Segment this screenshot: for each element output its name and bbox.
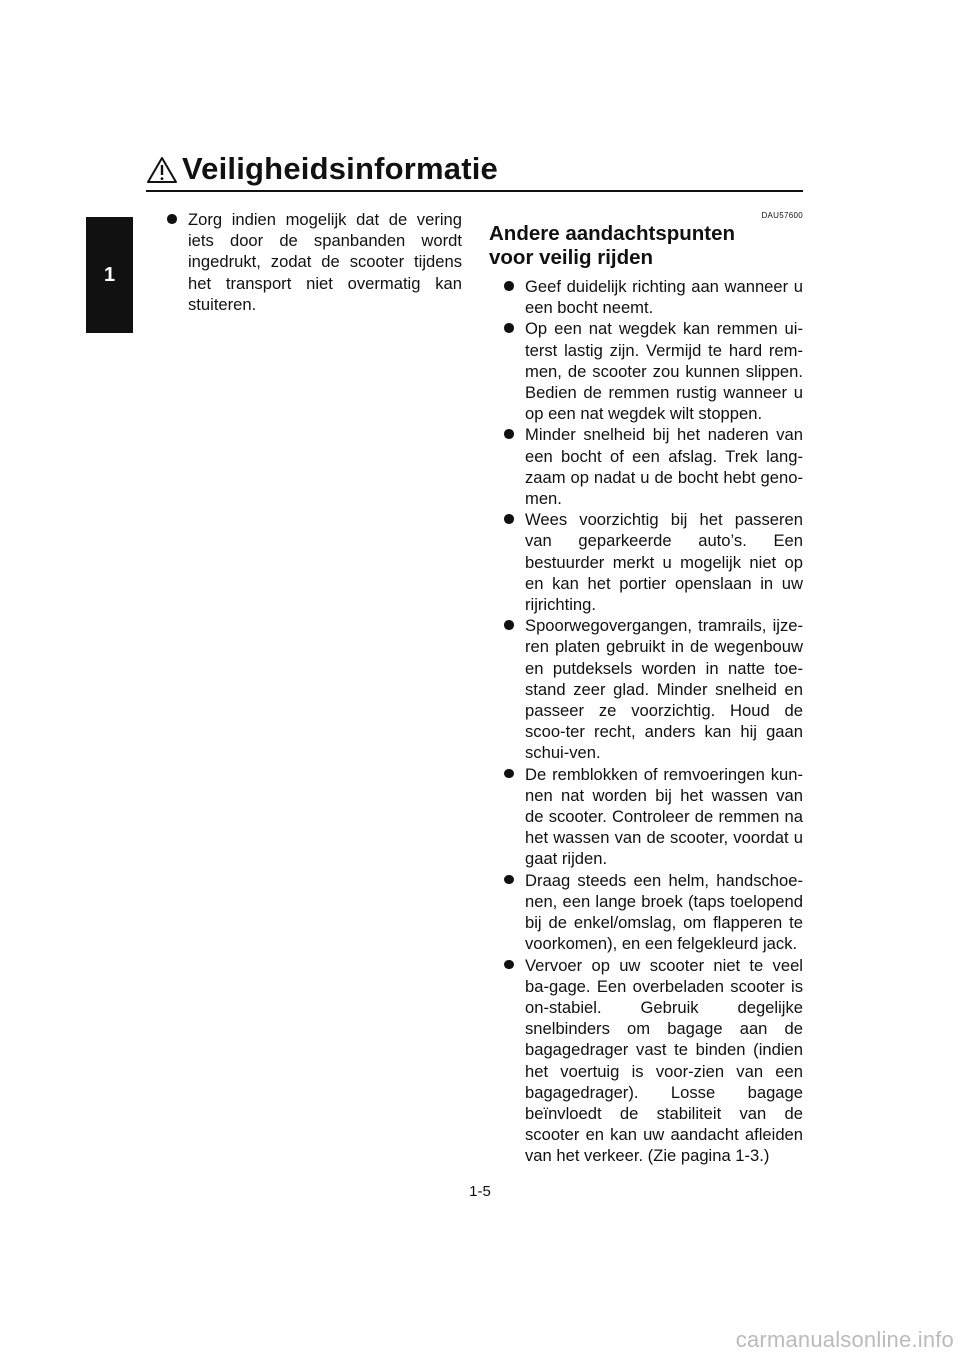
chapter-tab — [86, 217, 133, 333]
list-item: Zorg indien mogelijk dat de vering iets door de spanbanden wordt ingedrukt, zodat de scooter tijdens het transport niet overmatig kan stuiteren. — [152, 209, 462, 315]
chapter-number: 1 — [103, 263, 116, 286]
page-title: Veiligheidsinformatie — [182, 151, 499, 186]
left-column — [152, 209, 462, 315]
page-number: 1-5 — [469, 1183, 491, 1200]
right-column — [489, 211, 803, 1167]
list-item: Op een nat wegdek kan remmen ui-terst lastig zijn. Vermijd te hard rem-men, de scooter zou kunnen slippen. Bedien de remmen rustig wanneer u op een nat wegdek wilt stoppen. — [489, 318, 803, 424]
list-item: Spoorwegovergangen, tramrails, ijze-ren platen gebruikt in de wegenbouw en putdeksels worden in natte toe-stand zeer glad. Minder snelheid en passeer ze voorzichtig. Houd de scoo-ter recht, anders kan hij gaan schui-ven. — [489, 615, 803, 763]
page-header — [146, 150, 803, 192]
list-item: Wees voorzichtig bij het passeren van geparkeerde auto’s. Een bestuurder merkt u mogelijk niet op en kan het portier openslaan in uw rijrichting. — [489, 509, 803, 615]
list-item: Draag steeds een helm, handschoe-nen, een lange broek (taps toelopend bij de enkel/omslag, om flapperen te voorkomen), en een felgekleurd jack. — [489, 870, 803, 955]
list-item: Minder snelheid bij het naderen van een bocht of een afslag. Trek lang-zaam op nadat u de bocht hebt geno-men. — [489, 424, 803, 509]
list-item: Vervoer op uw scooter niet te veel ba-gage. Een overbeladen scooter is on-stabiel. Gebruik degelijke snelbinders om bagage aan de bagagedrager vast te binden (indien het voertuig is voor-zien van een bagagedrager). Losse bagage beïnvloedt de stabiliteit van de scooter en kan uw aandacht afleiden van het verkeer. (Zie pagina 1-3.) — [489, 955, 803, 1167]
right-bullet-list — [489, 276, 803, 1167]
watermark: carmanualsonline.info — [735, 1327, 954, 1352]
section-code: DAU57600 — [761, 211, 803, 220]
warning-triangle-icon — [146, 156, 178, 184]
left-bullet-list — [152, 209, 462, 315]
list-item: Geef duidelijk richting aan wanneer u een bocht neemt. — [489, 276, 803, 318]
list-item: De remblokken of remvoeringen kun-nen nat worden bij het wassen van de scooter. Controleer de remmen na het wassen van de scooter, voordat u gaat rijden. — [489, 764, 803, 870]
section-title: Andere aandachtspunten voor veilig rijden — [489, 222, 736, 269]
